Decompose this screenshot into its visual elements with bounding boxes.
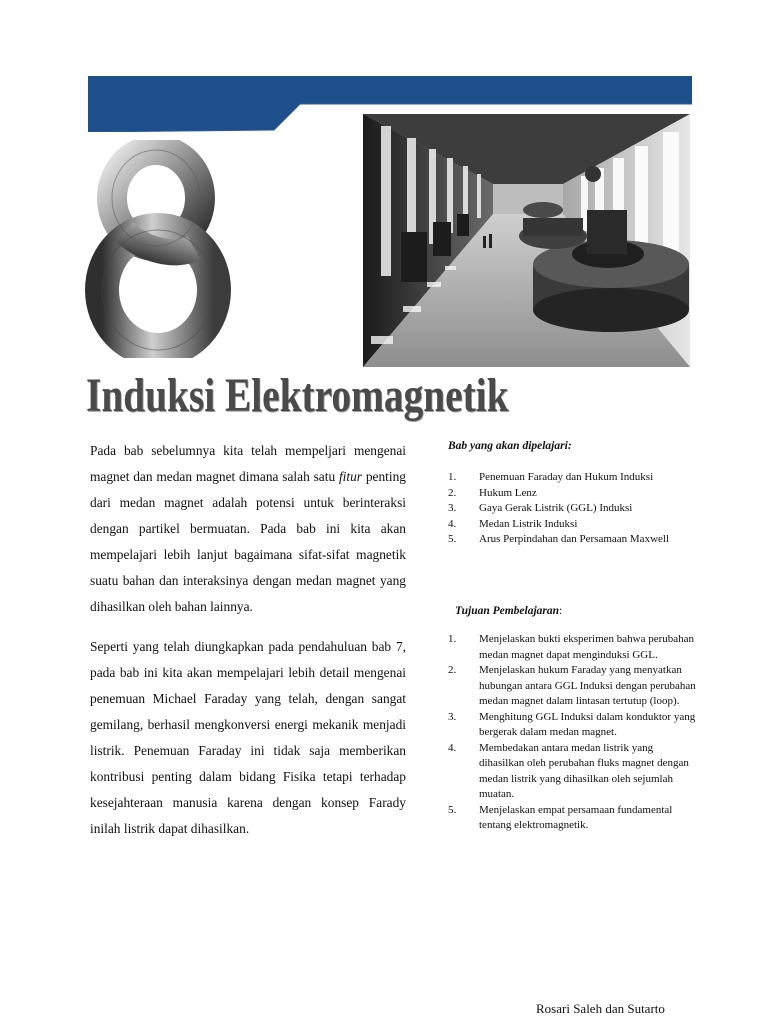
chapters-list-item xyxy=(448,470,696,486)
goals-list-item xyxy=(448,803,696,834)
chapters-section-title xyxy=(448,440,696,452)
turbine-hall-photo xyxy=(363,114,690,367)
item-text: Hukum Lenz xyxy=(479,486,537,499)
chapter-title: Induksi Elektromagnetik xyxy=(86,369,509,422)
item-text: Menjelaskan empat persamaan fundamental tentang elektromagnetik. xyxy=(479,803,673,831)
item-text: Gaya Gerak Listrik (GGL) Induksi xyxy=(479,502,633,514)
item-number: 4. xyxy=(448,741,457,754)
sidebar-column xyxy=(448,440,696,831)
item-text: Arus Perpindahan dan Persamaan Maxwell xyxy=(479,533,670,545)
intro-paragraph-1 xyxy=(90,438,406,620)
goals-list-item xyxy=(448,741,696,803)
item-text: Menjelaskan hukum Faraday yang menyatkan hubungan antara GGL Induksi dengan perubahan medan magnet dalam lintasan tertutup (loop). xyxy=(479,664,696,707)
item-number: 2. xyxy=(448,486,457,499)
item-number: 4. xyxy=(448,517,457,530)
item-text: Menjelaskan bukti eksperimen bahwa perubahan medan magnet dapat menginduksi GGL. xyxy=(479,633,695,661)
chapters-list-item xyxy=(448,486,696,502)
intro-emphasis-fitur: fitur xyxy=(338,469,363,484)
item-number: 2. xyxy=(448,664,457,676)
chapters-list-item xyxy=(448,501,696,517)
item-number: 1. xyxy=(448,471,457,483)
goals-list-item xyxy=(448,663,696,710)
item-text: Menghitung GGL Induksi dalam konduktor yang bergerak dalam medan magnet. xyxy=(479,710,696,738)
goals-list-item xyxy=(448,710,696,741)
goals-title-text: Tujuan Pembelajaran xyxy=(455,605,560,617)
chapters-list-item xyxy=(448,517,696,533)
item-text: Penemuan Faraday dan Hukum Induksi xyxy=(479,471,654,483)
item-number: 3. xyxy=(448,502,457,514)
goals-list xyxy=(448,632,696,834)
item-number: 1. xyxy=(448,633,457,645)
goals-section-title xyxy=(455,605,562,617)
intro-text xyxy=(90,438,406,842)
chapters-title-colon: : xyxy=(567,440,572,452)
chapters-list xyxy=(448,470,696,548)
intro-paragraph-1-start: Pada bab sebelumnya kita telah mempeljari mengenai magnet dan medan magnet dimana salah satu xyxy=(90,443,406,484)
item-number: 5. xyxy=(448,533,457,545)
chapters-title-text: Bab yang akan dipelajari xyxy=(448,440,568,452)
item-text: Membedakan antara medan listrik yang dihasilkan oleh perubahan fluks magnet dengan medan listrik yang dihasilkan oleh sejumlah muatan. xyxy=(479,741,689,800)
intro-paragraph-2: Seperti yang telah diungkapkan pada pendahuluan bab 7, pada bab ini kita akan mempelajari lebih detail mengenai penemuan Michael Faraday yang telah, dengan sangat gemilang, berhasil mengkonversi energi mekanik menjadi listrik. Penemuan Faraday ini tidak saja memberikan kontribusi penting dalam bidang Fisika tetapi terhadap kesejahteraan manusia karena dengan konsep Farady inilah listrik dapat dihasilkan. xyxy=(90,639,406,836)
goals-list-item xyxy=(448,632,696,663)
chapter-number-graphic xyxy=(84,140,234,358)
item-text: Medan Listrik Induksi xyxy=(479,517,578,530)
goals-title-colon: : xyxy=(559,605,563,617)
item-number: 3. xyxy=(448,710,457,723)
item-number: 5. xyxy=(448,803,457,816)
intro-paragraph-1-end: penting dari medan magnet adalah potensi untuk berinteraksi dengan partikel bermuatan. Pada bab ini kita akan mempelajari lebih lanjut bagaimana sifat-sifat magnetik suatu bahan dan interaksinya dengan medan magnet yang dihasilkan oleh bahan lainnya. xyxy=(90,469,406,614)
chapters-list-item xyxy=(448,532,696,548)
footer-authors: Rosari Saleh dan Sutarto xyxy=(536,1001,665,1016)
